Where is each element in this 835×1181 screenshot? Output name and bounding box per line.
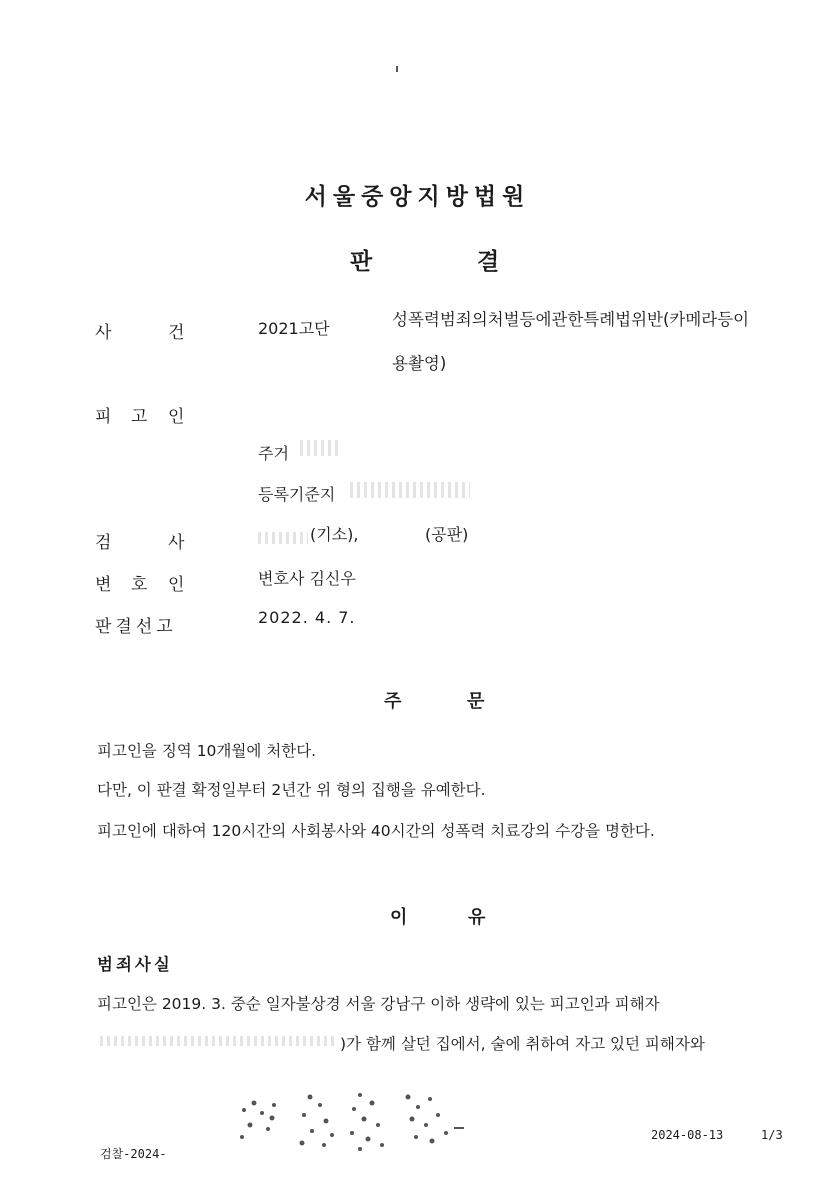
case-name-line2: 용촬영)	[392, 354, 447, 373]
case-label-1: 사	[95, 323, 112, 343]
counsel-label-2: 호	[131, 575, 148, 595]
doc-type-right: 결	[477, 249, 500, 275]
prosecutor-indict: (기소),	[310, 525, 359, 544]
footer-left: 검찰-2024-	[100, 1147, 167, 1161]
reason-heading-left: 이	[390, 907, 408, 928]
court-seal-stamp	[232, 1085, 482, 1155]
defendant-label-3: 인	[168, 407, 185, 427]
doc-type-left: 판	[350, 249, 373, 275]
footer-date: 2024-08-13	[651, 1128, 724, 1142]
registry-label: 등록기준지	[258, 485, 336, 504]
date-label: 판결선고	[95, 617, 177, 637]
redacted-address	[300, 440, 340, 456]
counsel-label-3: 인	[168, 575, 185, 595]
prosecutor-trial: (공판)	[425, 525, 469, 544]
case-name-line1: 성폭력범죄의처벌등에관한특례법위반(카메라등이	[392, 310, 750, 329]
redacted-victim-name	[100, 1036, 335, 1046]
counsel-label-1: 변	[95, 575, 112, 595]
prosecutor-label-1: 검	[95, 533, 112, 553]
defendant-label-2: 고	[131, 407, 148, 427]
order-heading-right: 문	[467, 691, 485, 712]
prosecutor-label-2: 사	[168, 533, 185, 553]
order-line-2: 다만, 이 판결 확정일부터 2년간 위 형의 집행을 유예한다.	[97, 781, 486, 799]
top-mark	[396, 66, 398, 72]
case-label-2: 건	[168, 323, 185, 343]
reason-line-2: )가 함께 살던 집에서, 술에 취하여 자고 있던 피해자와	[340, 1035, 705, 1053]
order-line-1: 피고인을 징역 10개월에 처한다.	[97, 742, 317, 760]
crime-facts-heading: 범죄사실	[97, 955, 173, 974]
redacted-registry	[350, 482, 470, 498]
defendant-label-1: 피	[95, 407, 112, 427]
order-line-3: 피고인에 대하여 120시간의 사회봉사와 40시간의 성폭력 치료강의 수강을 명한다.	[97, 822, 655, 840]
counsel-value: 변호사 김신우	[258, 569, 356, 588]
footer-page: 1/3	[761, 1128, 783, 1142]
order-heading-left: 주	[384, 691, 402, 712]
reason-line-1: 피고인은 2019. 3. 중순 일자불상경 서울 강남구 이하 생략에 있는 피고인과 피해자	[97, 995, 660, 1013]
redacted-prosecutor-name	[258, 532, 308, 544]
reason-heading-right: 유	[468, 907, 486, 928]
court-name: 서울중앙지방법원	[304, 184, 531, 210]
address-label: 주거	[258, 444, 289, 463]
date-value: 2022. 4. 7.	[258, 608, 356, 627]
case-number: 2021고단	[258, 319, 330, 338]
